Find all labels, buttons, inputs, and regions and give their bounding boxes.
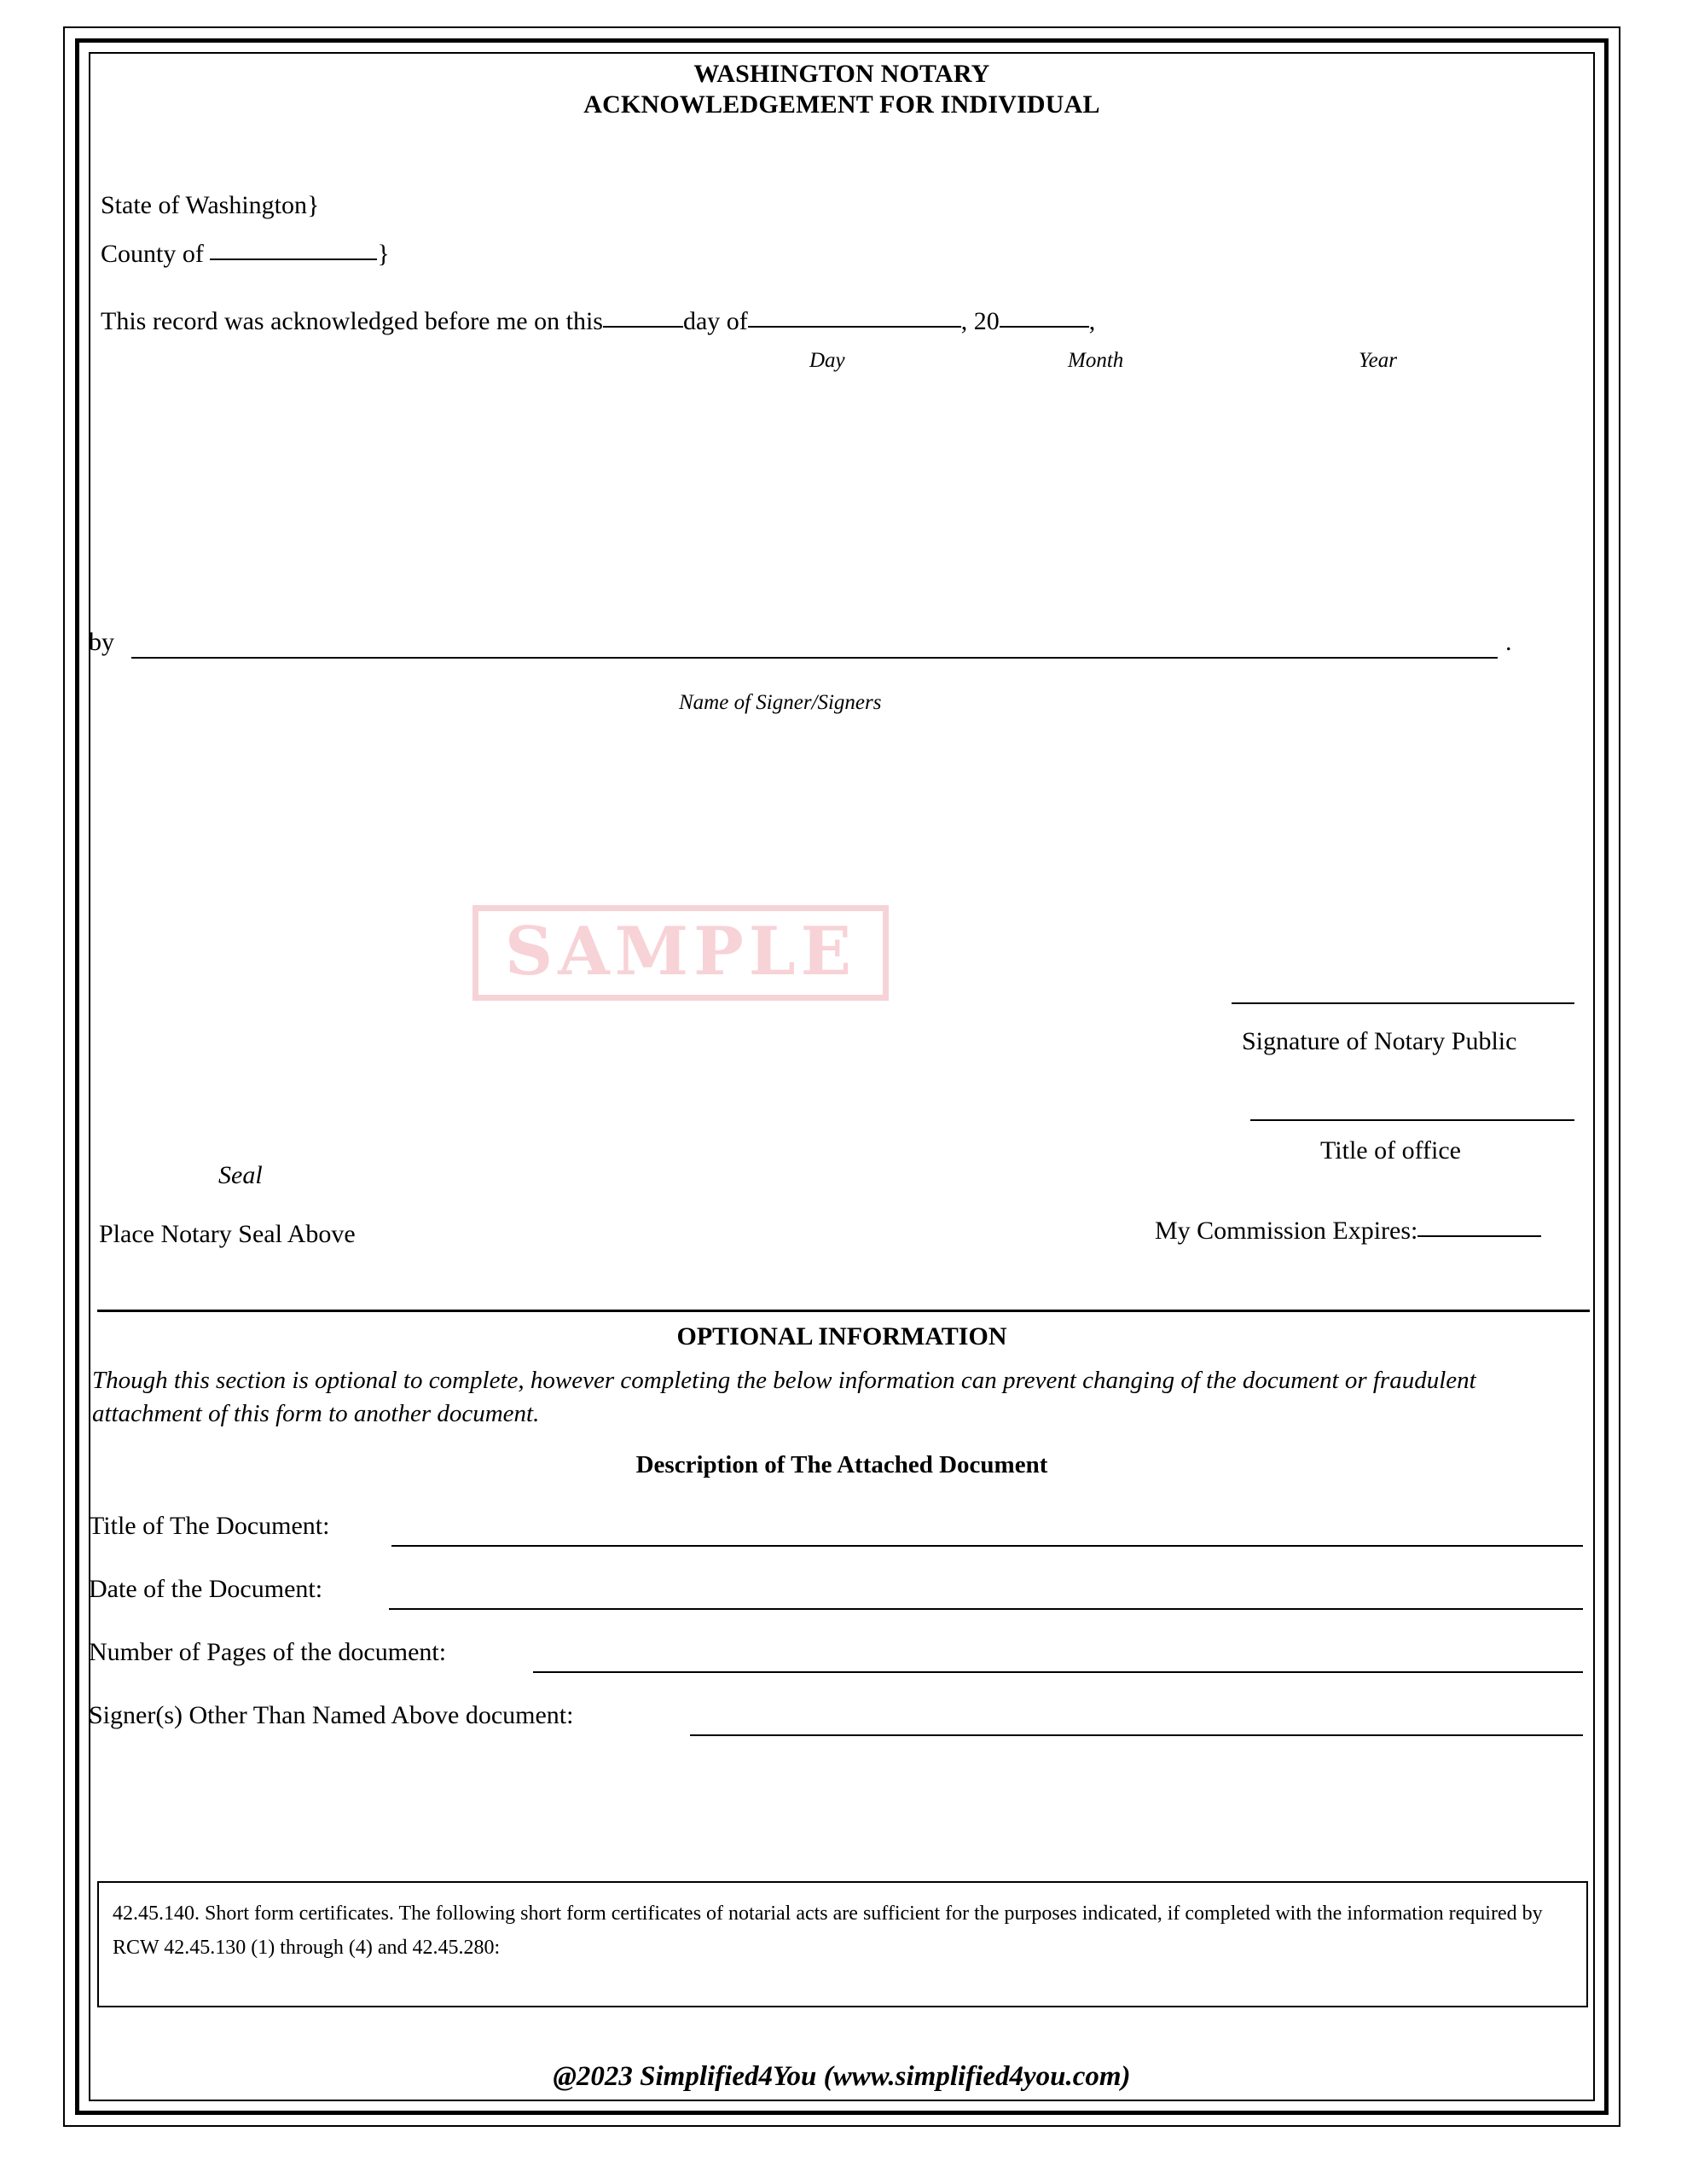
month-caption: Month <box>1068 349 1124 372</box>
county-line <box>101 240 390 269</box>
field-row-number-of-pages <box>89 1638 1595 1676</box>
field-label-other-signers: Signer(s) Other Than Named Above document: <box>89 1701 574 1729</box>
commission-expires-blank-field[interactable] <box>1417 1235 1541 1237</box>
description-of-attached-document-heading: Description of The Attached Document <box>635 1451 1048 1478</box>
field-label-document-date: Date of the Document: <box>89 1575 323 1603</box>
ack-text-day-of: day of <box>682 307 748 335</box>
year-caption: Year <box>1359 349 1397 372</box>
county-label: County of <box>101 240 211 268</box>
optional-information-heading: OPTIONAL INFORMATION <box>676 1322 1007 1350</box>
statute-reference-box <box>97 1881 1588 2007</box>
county-blank-field[interactable] <box>210 258 377 260</box>
ack-trailing-comma: , <box>1088 307 1096 335</box>
field-input-document-title[interactable] <box>391 1545 1583 1547</box>
copyright-footer: @2023 Simplified4You (www.simplified4you.com) <box>553 2061 1131 2092</box>
field-input-document-date[interactable] <box>389 1608 1583 1610</box>
by-label: by <box>89 628 114 656</box>
field-row-other-signers <box>89 1701 1595 1739</box>
year-blank-field[interactable] <box>1000 326 1089 328</box>
commission-expires-label: My Commission Expires: <box>1155 1217 1418 1245</box>
title-of-office-blank-field[interactable] <box>1250 1119 1574 1121</box>
day-caption: Day <box>809 349 845 372</box>
ack-text-comma-20: , 20 <box>960 307 1000 335</box>
state-of-washington-line: State of Washington} <box>101 191 320 219</box>
name-of-signer-caption: Name of Signer/Signers <box>679 691 882 714</box>
statute-reference-text: 42.45.140. Short form certificates. The following short form certificates of notarial acts are sufficient for the purposes indicated, if completed with the information required by RCW 42.45.130 (1) through (4) and 42.45.280: <box>113 1902 1543 1959</box>
field-input-other-signers[interactable] <box>690 1734 1583 1736</box>
sample-watermark: SAMPLE <box>472 905 889 1001</box>
title-of-office-caption: Title of office <box>1320 1136 1461 1165</box>
commission-expires-line <box>1155 1217 1541 1246</box>
field-row-document-date <box>89 1575 1595 1612</box>
seal-caption: Seal <box>218 1161 263 1189</box>
signature-of-notary-public-caption: Signature of Notary Public <box>1242 1027 1517 1055</box>
optional-section-divider <box>97 1310 1590 1312</box>
field-label-document-title: Title of The Document: <box>89 1512 330 1540</box>
document-body <box>89 52 1595 2101</box>
field-label-number-of-pages: Number of Pages of the document: <box>89 1638 447 1666</box>
day-blank-field[interactable] <box>603 326 683 328</box>
notary-signature-blank-field[interactable] <box>1232 1002 1574 1004</box>
county-brace: } <box>377 240 390 268</box>
acknowledgement-sentence <box>101 307 1095 336</box>
page-title-line-2: ACKNOWLEDGEMENT FOR INDIVIDUAL <box>583 90 1100 119</box>
field-input-number-of-pages[interactable] <box>533 1671 1583 1673</box>
month-blank-field[interactable] <box>748 326 961 328</box>
signer-name-blank-field[interactable] <box>131 657 1498 659</box>
page-title-line-1: WASHINGTON NOTARY <box>693 60 990 88</box>
ack-text-before-day: This record was acknowledged before me on this <box>101 307 603 335</box>
field-row-document-title <box>89 1512 1595 1549</box>
optional-information-note: Though this section is optional to complete, however completing the below information can prevent changing of the document or fraudulent attachment of this form to another document. <box>92 1367 1476 1427</box>
by-line-period: . <box>1505 628 1512 656</box>
place-notary-seal-above-note: Place Notary Seal Above <box>99 1220 356 1248</box>
